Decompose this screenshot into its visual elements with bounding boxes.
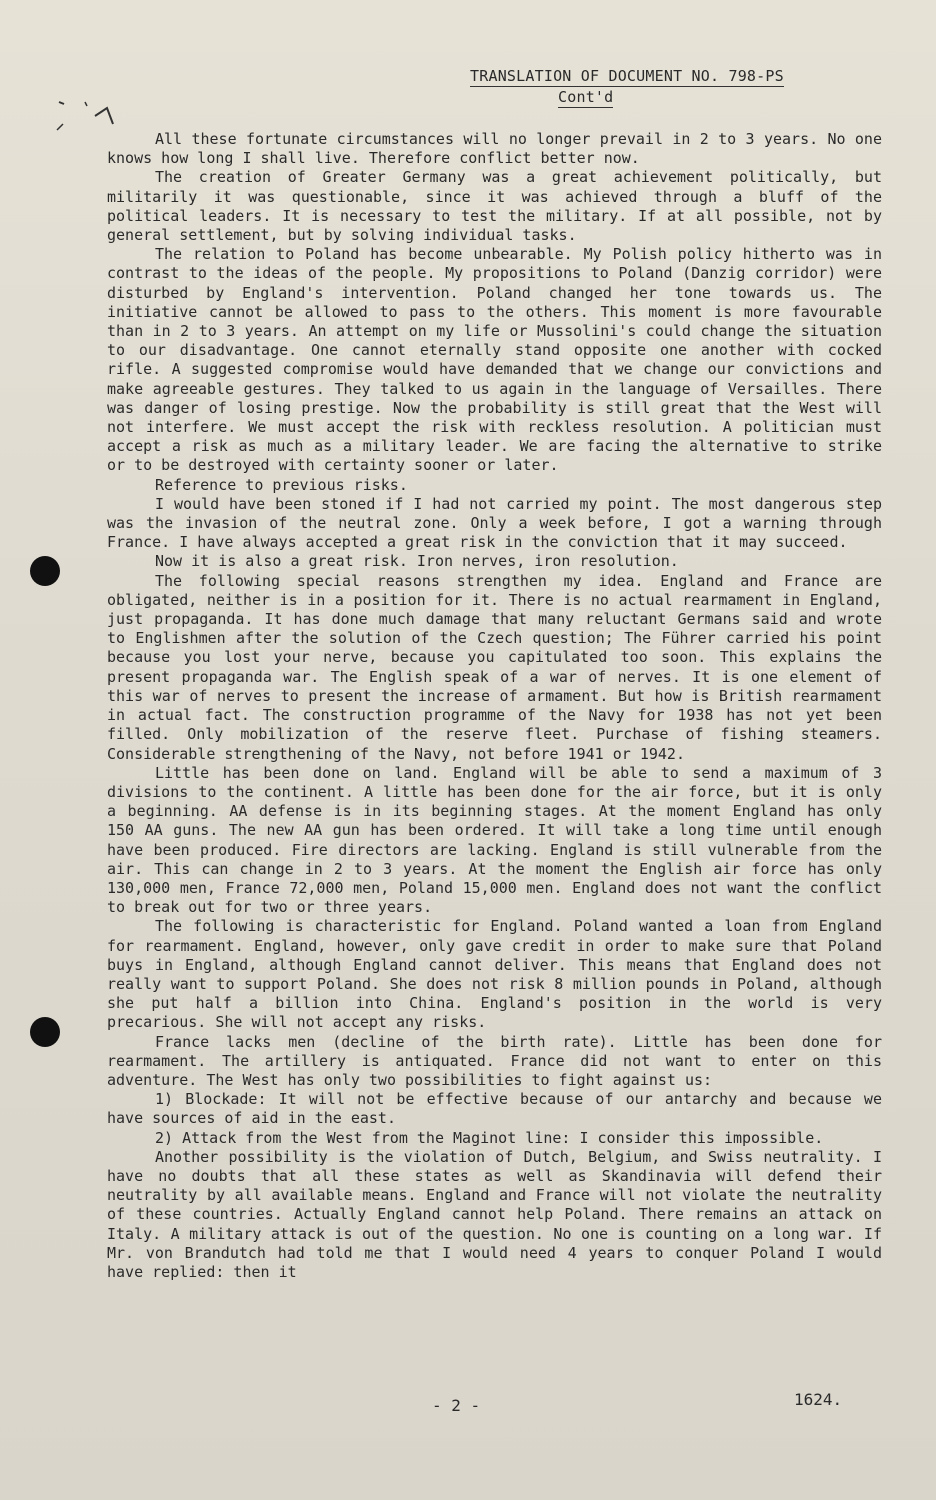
paragraph: All these fortunate circumstances will no longer prevail in 2 to 3 years. No one knows how long I shall live. Therefore conflict better now.	[107, 130, 882, 168]
paragraph: Now it is also a great risk. Iron nerves, iron resolution.	[155, 552, 679, 571]
paragraph: The following special reasons strengthen my idea. England and France are obligated, neither is in a position for it. There is no actual rearmament in England, just propaganda. It has done much damage that many reluctant Germans said and wrote to Englishmen after the solution of the Czech question; The Führer carried his point because you lost your nerve, because you capitulated too soon. This explains the present propaganda war. The English speak of a war of nerves. It is one element of this war of nerves to present the increase of armament. But how is British rearmament in actual fact. The construction programme of the Navy for 1938 has not yet been filled. Only mobilization of the reserve fleet. Purchase of fishing steamers. Considerable strengthening of the Navy, not before 1941 or 1942.	[107, 571, 882, 763]
paragraph: The creation of Greater Germany was a great achievement politically, but militarily it was questionable, since it was achieved through a bluff of the political leaders. It is necessary to test the military. If at all possible, not by general settlement, but by solving individual tasks.	[107, 168, 882, 245]
paragraph: 1) Blockade: It will not be effective because of our antarchy and because we have sources of aid in the east.	[107, 1090, 882, 1128]
paragraph: The following is characteristic for England. Poland wanted a loan from England for rearmament. England, however, only gave credit in order to make sure that Poland buys in England, although England cannot deliver. This means that England does not really want to support Poland. She does not risk 8 million pounds in Poland, although she put half a billion into China. England's position in the world is very precarious. She will not accept any risks.	[107, 917, 882, 1032]
document-header	[470, 66, 850, 108]
punch-hole-lower	[30, 1017, 60, 1047]
punch-hole-upper	[30, 556, 60, 586]
document-body	[107, 130, 882, 1282]
header-subtitle: Cont'd	[558, 88, 614, 106]
paragraph: Little has been done on land. England will be able to send a maximum of 3 divisions to the continent. A little has been done for the air force, but it is only a beginning. AA defense is in its beginning stages. At the moment England has only 150 AA guns. The new AA gun has been ordered. It will take a long time until enough have been produced. Fire directors are lacking. England is still vulnerable from the air. This can change in 2 to 3 years. At the moment the English air force has only 130,000 men, France 72,000 men, Poland 15,000 men. England does not want the conflict to break out for two or three years.	[107, 763, 882, 917]
document-number: 1624.	[794, 1390, 843, 1409]
paragraph: 2) Attack from the West from the Maginot line: I consider this impossible.	[155, 1128, 824, 1147]
page-number: - 2 -	[432, 1396, 481, 1415]
header-title: TRANSLATION OF DOCUMENT NO. 798-PS	[470, 67, 784, 85]
paragraph: The relation to Poland has become unbearable. My Polish policy hitherto was in contrast to the ideas of the people. My propositions to Poland (Danzig corridor) were disturbed by England's intervention. Poland changed her tone towards us. The initiative cannot be allowed to pass to the others. This moment is more favourable than in 2 to 3 years. An attempt on my life or Mussolini's could change the situation to our disadvantage. One cannot eternally stand opposite one another with cocked rifle. A suggested compromise would have demanded that we change our convictions and make agreeable gestures. They talked to us again in the language of Versailles. There was danger of losing prestige. Now the probability is still great that the West will not interfere. We must accept the risk with reckless resolution. A politician must accept a risk as much as a military leader. We are facing the alternative to strike or to be destroyed with certainty sooner or later.	[107, 245, 882, 475]
paragraph: Reference to previous risks.	[155, 475, 408, 494]
paragraph: France lacks men (decline of the birth rate). Little has been done for rearmament. The artillery is antiquated. France did not want to enter on this adventure. The West has only two possibilities to fight against us:	[107, 1032, 882, 1089]
paragraph: I would have been stoned if I had not carried my point. The most dangerous step was the invasion of the neutral zone. Only a week before, I got a warning through France. I have always accepted a great risk in the conviction that it may succeed.	[107, 494, 882, 552]
paragraph: Another possibility is the violation of Dutch, Belgium, and Swiss neutrality. I have no doubts that all these states as well as Skandinavia will defend their neutrality by all available means. England and France will not violate the neutrality of these countries. Actually England cannot help Poland. There remains an attack on Italy. A military attack is out of the question. No one is counting on a long war. If Mr. von Brandutch had told me that I would need 4 years to conquer Poland I would have replied: then it	[107, 1147, 882, 1281]
